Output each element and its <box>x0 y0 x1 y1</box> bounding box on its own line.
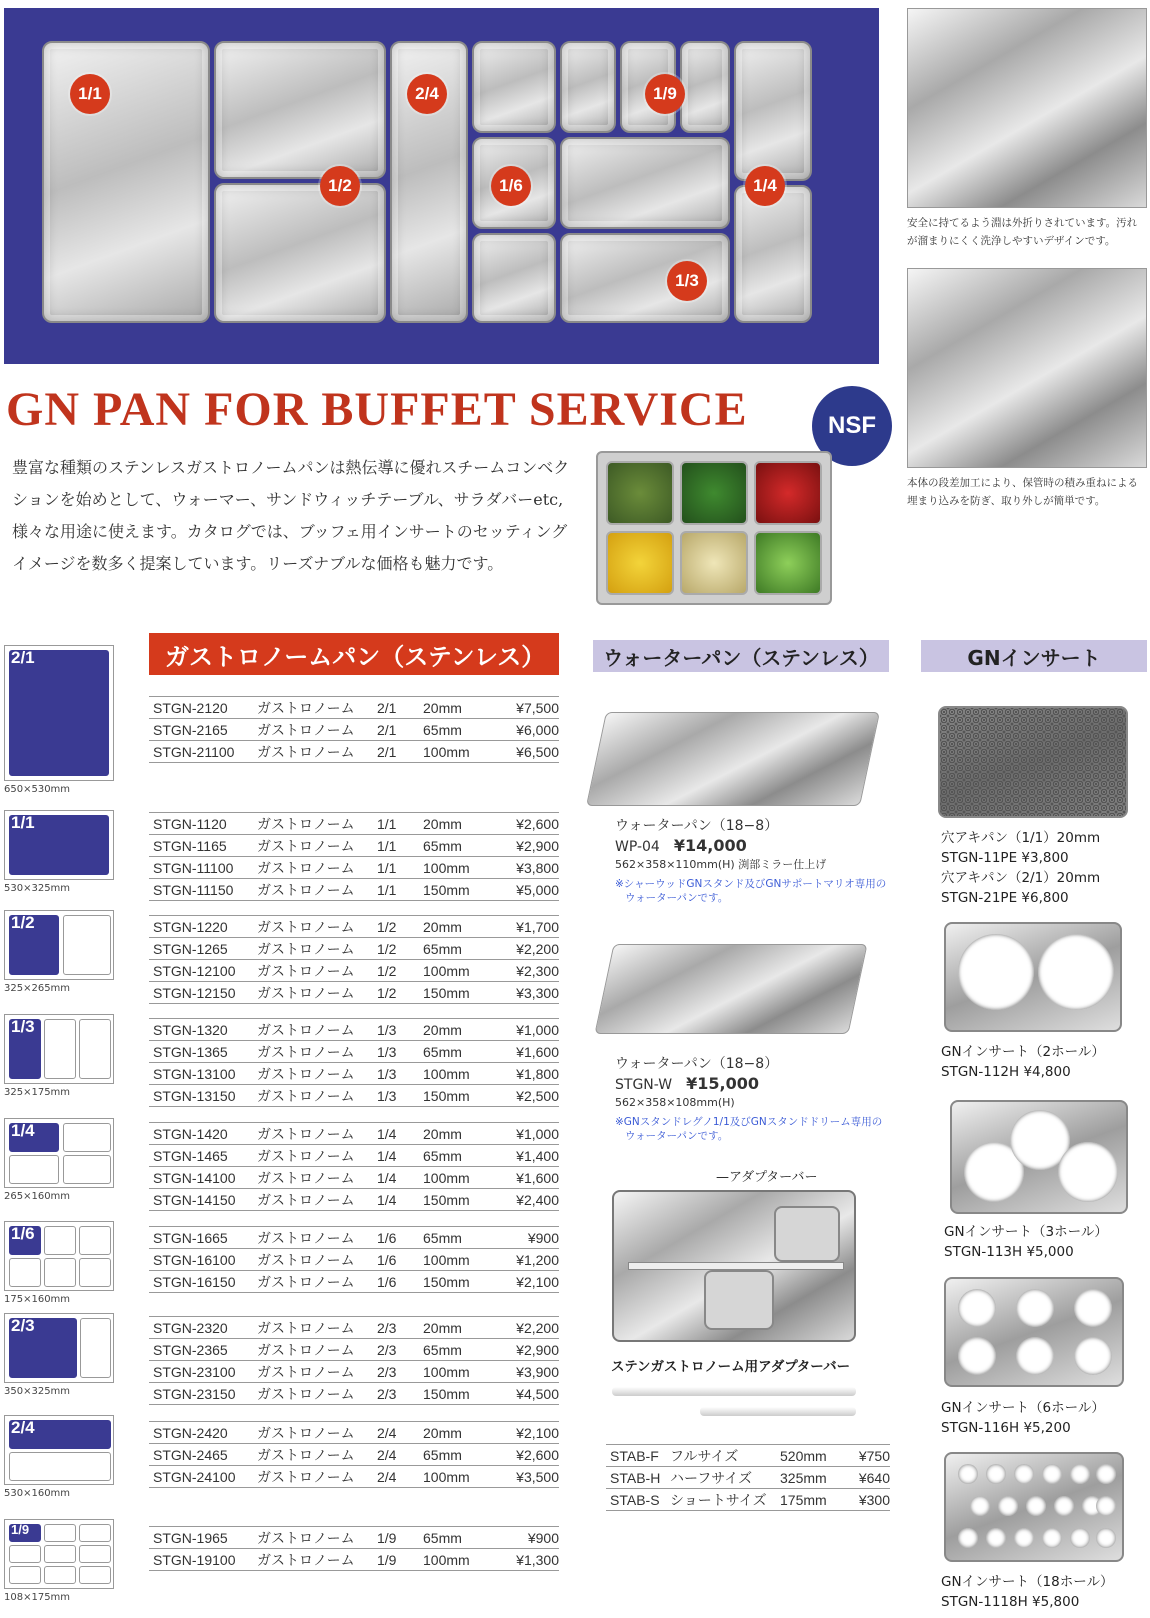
gn-dim: 108×175mm <box>4 1592 71 1603</box>
table-row: STGN-1320 ガストロノーム 1/3 20mm ¥1,000 <box>149 1019 559 1041</box>
gn-label: 2/4 <box>11 1418 35 1437</box>
gn-icon-1-1 <box>4 810 114 880</box>
table-row: STGN-1165 ガストロノーム 1/1 65mm ¥2,900 <box>149 835 559 857</box>
pan-1-9-d <box>680 41 730 133</box>
table-row: STGN-11150 ガストロノーム 1/1 150mm ¥5,000 <box>149 879 559 901</box>
price-table-1-1 <box>149 812 559 901</box>
adapter-table <box>606 1444 890 1511</box>
gn-dim: 650×530mm <box>4 784 71 795</box>
water-pan-stgnw-photo <box>594 944 867 1034</box>
table-row: STGN-14100 ガストロノーム 1/4 100mm ¥1,600 <box>149 1167 559 1189</box>
gn-dim: 265×160mm <box>4 1191 71 1202</box>
pan-1-4-bottom <box>734 185 812 323</box>
price-table-1-6 <box>149 1226 559 1293</box>
gn-label: 1/3 <box>11 1017 35 1036</box>
hero-pan-photo <box>4 8 879 364</box>
table-row: STGN-23100 ガストロノーム 2/3 100mm ¥3,900 <box>149 1361 559 1383</box>
gn-label: 1/6 <box>11 1224 35 1243</box>
table-row: STGN-2165 ガストロノーム 2/1 65mm ¥6,000 <box>149 719 559 741</box>
hero-label-1-1: 1/1 <box>70 74 110 114</box>
gn-label: 2/3 <box>11 1316 35 1335</box>
hero-label-1-4: 1/4 <box>745 166 785 206</box>
product-note: ※シャーウッドGNスタンド及びGNサポートマリオ専用の <box>615 878 887 890</box>
adapter-title: ステンガストロノーム用アダプターバー <box>611 1359 851 1375</box>
table-row: STGN-16150 ガストロノーム 1/6 150mm ¥2,100 <box>149 1271 559 1293</box>
product-name: ウォーターパン（18−8） <box>615 818 779 834</box>
pan-1-3-a <box>560 137 730 229</box>
table-row: STGN-16100 ガストロノーム 1/6 100mm ¥1,200 <box>149 1249 559 1271</box>
gn-dim: 325×175mm <box>4 1087 71 1098</box>
product-price: ¥14,000 <box>673 836 747 855</box>
salad-bar-photo <box>596 451 832 605</box>
adapter-callout: —アダプターバー <box>716 1170 818 1185</box>
table-row: STGN-1420 ガストロノーム 1/4 20mm ¥1,000 <box>149 1123 559 1145</box>
tomato-cell <box>754 461 822 525</box>
insert-18-hole: GNインサート（18ホール） STGN-1118H ¥5,800 <box>941 1574 1114 1610</box>
pan-1-4-top <box>734 41 812 181</box>
pan-1-2-top <box>214 41 386 179</box>
insert-6-hole-photo <box>944 1277 1124 1387</box>
insert-6-hole: GNインサート（6ホール） STGN-116H ¥5,200 <box>941 1400 1105 1436</box>
nsf-logo: NSF <box>812 386 892 466</box>
gn-icon-1-9 <box>4 1519 114 1589</box>
gn-icon-1-4 <box>4 1118 114 1188</box>
gn-dim: 350×325mm <box>4 1386 71 1397</box>
table-row: STGN-12150 ガストロノーム 1/2 150mm ¥3,300 <box>149 982 559 1004</box>
table-row: STGN-2465 ガストロノーム 2/4 65mm ¥2,600 <box>149 1444 559 1466</box>
table-row: STGN-24100 ガストロノーム 2/4 100mm ¥3,500 <box>149 1466 559 1488</box>
product-spec: 562×358×110mm(H) 渕部ミラー仕上げ <box>615 858 827 871</box>
price-table-2-1 <box>149 696 559 763</box>
gn-icon-2-1 <box>4 645 114 781</box>
table-row: STGN-14150 ガストロノーム 1/4 150mm ¥2,400 <box>149 1189 559 1211</box>
gn-icon-2-3 <box>4 1313 114 1383</box>
adapter-bar-full <box>612 1387 856 1396</box>
product-note: ※GNスタンドレグノ1/1及びGNスタンドドリーム専用の <box>615 1116 883 1128</box>
pan-1-9-b <box>560 41 616 133</box>
pan-1-9-a <box>472 41 556 133</box>
table-row: STGN-1265 ガストロノーム 1/2 65mm ¥2,200 <box>149 938 559 960</box>
corn-cell <box>606 531 674 595</box>
insert-2-hole: GNインサート（2ホール） STGN-112H ¥4,800 <box>941 1044 1105 1080</box>
price-table-1-4 <box>149 1122 559 1211</box>
gn-label: 1/4 <box>11 1121 35 1140</box>
gn-label: 1/2 <box>11 913 35 932</box>
table-row: STGN-2420 ガストロノーム 2/4 20mm ¥2,100 <box>149 1422 559 1444</box>
table-row: STGN-21100 ガストロノーム 2/1 100mm ¥6,500 <box>149 741 559 763</box>
pan-1-6-b <box>472 233 556 323</box>
water-pan-wp04 <box>615 816 905 905</box>
gn-dim: 325×265mm <box>4 983 71 994</box>
intro-text: 豊富な種類のステンレスガストロノームパンは熱伝導に優れスチームコンベクションを始めとして、ウォーマー、サンドウィッチテーブル、サラダバーetc, 様々な用途に使えます。カタログでは、ブッフェ用インサートのセッティングイメージを数多く提案しています。リーズナブルな価格も魅力です。 <box>12 458 570 573</box>
pan-1-1 <box>42 41 210 323</box>
table-row: STGN-23150 ガストロノーム 2/3 150mm ¥4,500 <box>149 1383 559 1405</box>
table-row: STGN-11100 ガストロノーム 1/1 100mm ¥3,800 <box>149 857 559 879</box>
insert-18-hole-photo <box>944 1452 1124 1562</box>
gn-dim: 530×160mm <box>4 1488 71 1499</box>
beans-cell <box>680 461 748 525</box>
table-row: STGN-12100 ガストロノーム 1/2 100mm ¥2,300 <box>149 960 559 982</box>
table-row: STGN-1365 ガストロノーム 1/3 65mm ¥1,600 <box>149 1041 559 1063</box>
gn-label: 2/1 <box>11 648 35 667</box>
gn-icon-1-2 <box>4 910 114 980</box>
hero-label-1-2: 1/2 <box>320 166 360 206</box>
product-spec: 562×358×108mm(H) <box>615 1096 735 1109</box>
lettuce-cell <box>754 531 822 595</box>
salad-cell <box>606 461 674 525</box>
gn-insert-section-title: GNインサート <box>921 640 1147 672</box>
gn-icon-2-4 <box>4 1415 114 1485</box>
adapter-bar-photo <box>612 1190 856 1342</box>
insert-2-hole-photo <box>944 922 1122 1032</box>
gn-label: 1/1 <box>11 813 35 832</box>
water-pan-wp04-photo <box>586 712 880 806</box>
product-code: WP-04 <box>615 839 660 855</box>
pan-1-2-bottom <box>214 183 386 323</box>
table-row: STGN-2120 ガストロノーム 2/1 20mm ¥7,500 <box>149 697 559 719</box>
gn-pan-section-title: ガストロノームパン（ステンレス） <box>149 633 559 675</box>
hero-label-1-3: 1/3 <box>667 261 707 301</box>
insert-3-hole: GNインサート（3ホール） STGN-113H ¥5,000 <box>944 1224 1108 1260</box>
insert-perforated: 穴アキパン（1/1）20mm STGN-11PE ¥3,800 穴アキパン（2/1）20mm STGN-21PE ¥6,800 <box>941 830 1101 906</box>
rim-detail-photo <box>907 8 1147 208</box>
table-row: STGN-1965 ガストロノーム 1/9 65mm ¥900 <box>149 1527 559 1549</box>
stack-caption: 本体の段差加工により、保管時の積み重ねによる埋まり込みを防ぎ、取り外しが簡単です。 <box>907 477 1138 507</box>
price-table-2-4 <box>149 1421 559 1488</box>
gn-label: 1/9 <box>11 1522 30 1537</box>
price-table-1-9 <box>149 1526 559 1571</box>
price-table-1-2 <box>149 915 559 1004</box>
table-row: STGN-13150 ガストロノーム 1/3 150mm ¥2,500 <box>149 1085 559 1107</box>
stack-detail-photo <box>907 268 1147 468</box>
rim-caption: 安全に持てるよう淵は外折りされています。汚れが溜まりにくく洗浄しやすいデザインです。 <box>907 217 1138 247</box>
table-row: STAB-F フルサイズ 520mm ¥750 <box>606 1445 890 1467</box>
product-name: ウォーターパン（18−8） <box>615 1056 779 1072</box>
table-row: STAB-S ショートサイズ 175mm ¥300 <box>606 1489 890 1511</box>
price-table-1-3 <box>149 1018 559 1107</box>
table-row: STGN-1120 ガストロノーム 1/1 20mm ¥2,600 <box>149 813 559 835</box>
product-note: ウォーターパンです。 <box>625 892 729 904</box>
hero-label-2-4: 2/4 <box>407 74 447 114</box>
table-row: STGN-1465 ガストロノーム 1/4 65mm ¥1,400 <box>149 1145 559 1167</box>
table-row: STGN-1220 ガストロノーム 1/2 20mm ¥1,700 <box>149 916 559 938</box>
table-row: STGN-19100 ガストロノーム 1/9 100mm ¥1,300 <box>149 1549 559 1571</box>
table-row: STAB-H ハーフサイズ 325mm ¥640 <box>606 1467 890 1489</box>
product-code: STGN-W <box>615 1077 673 1093</box>
table-row: STGN-1665 ガストロノーム 1/6 65mm ¥900 <box>149 1227 559 1249</box>
product-note: ウォーターパンです。 <box>625 1130 729 1142</box>
hero-label-1-9: 1/9 <box>645 74 685 114</box>
water-pan-stgnw <box>615 1054 905 1143</box>
gn-dim: 175×160mm <box>4 1294 71 1305</box>
gn-dim: 530×325mm <box>4 883 71 894</box>
page-title: GN PAN FOR BUFFET SERVICE <box>6 383 748 436</box>
table-row: STGN-2320 ガストロノーム 2/3 20mm ¥2,200 <box>149 1317 559 1339</box>
perforated-pan-photo <box>938 706 1128 818</box>
product-price: ¥15,000 <box>686 1074 759 1093</box>
gn-icon-1-6 <box>4 1221 114 1291</box>
sprouts-cell <box>680 531 748 595</box>
gn-icon-1-3 <box>4 1014 114 1084</box>
insert-3-hole-photo <box>950 1100 1128 1214</box>
table-row: STGN-2365 ガストロノーム 2/3 65mm ¥2,900 <box>149 1339 559 1361</box>
hero-label-1-6: 1/6 <box>491 166 531 206</box>
price-table-2-3 <box>149 1316 559 1405</box>
table-row: STGN-13100 ガストロノーム 1/3 100mm ¥1,800 <box>149 1063 559 1085</box>
water-pan-section-title: ウォーターパン（ステンレス） <box>593 640 889 672</box>
adapter-bar-half <box>700 1407 856 1416</box>
